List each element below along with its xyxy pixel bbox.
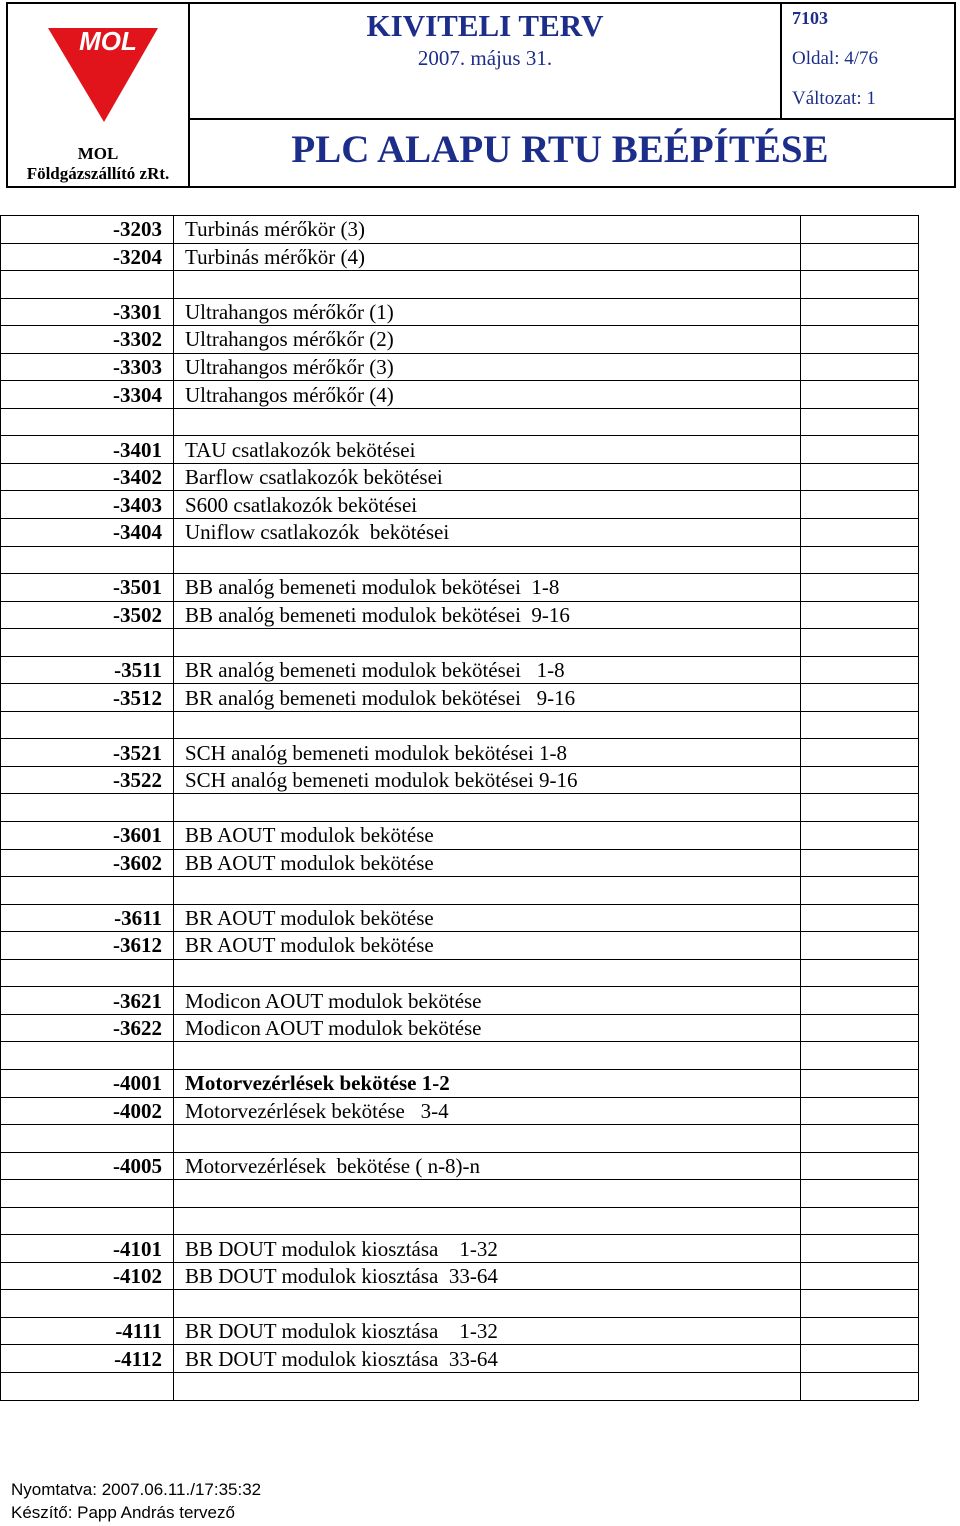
company-name: [8, 144, 188, 184]
table-row: [1, 849, 919, 877]
drawing-description: Turbinás mérőkör (4): [174, 243, 801, 271]
empty-cell: [801, 1152, 919, 1180]
table-row: [1, 1125, 919, 1153]
drawing-code: -3521: [1, 739, 174, 767]
drawing-code: -4002: [1, 1097, 174, 1125]
drawing-description: BB DOUT modulok kiosztása 33-64: [174, 1262, 801, 1290]
drawing-description: Motorvezérlések bekötése 3-4: [174, 1097, 801, 1125]
drawing-code: -3501: [1, 574, 174, 602]
drawing-description: Ultrahangos mérőkőr (3): [174, 353, 801, 381]
table-row: [1, 684, 919, 712]
empty-cell: [801, 959, 919, 987]
drawing-code: -3303: [1, 353, 174, 381]
table-row: [1, 326, 919, 354]
drawing-code: -4101: [1, 1235, 174, 1263]
empty-cell: [801, 1125, 919, 1153]
document-number: 7103: [792, 8, 828, 28]
drawing-description: SCH analóg bemeneti modulok bekötései 1-8: [174, 739, 801, 767]
drawing-description: Modicon AOUT modulok bekötése: [174, 1014, 801, 1042]
drawing-description: Ultrahangos mérőkőr (1): [174, 298, 801, 326]
table-row: [1, 987, 919, 1015]
table-row: [1, 1290, 919, 1318]
drawing-description: [174, 877, 801, 905]
drawing-code: [1, 794, 174, 822]
table-row: [1, 1097, 919, 1125]
empty-cell: [801, 326, 919, 354]
drawing-code: -3301: [1, 298, 174, 326]
company-line-2: Földgázszállító zRt.: [26, 164, 170, 183]
empty-cell: [801, 298, 919, 326]
empty-cell: [801, 711, 919, 739]
drawing-description: BR AOUT modulok bekötése: [174, 932, 801, 960]
header-divider: [190, 118, 954, 120]
empty-cell: [801, 574, 919, 602]
drawing-description: Ultrahangos mérőkőr (4): [174, 381, 801, 409]
drawing-description: BR AOUT modulok bekötése: [174, 904, 801, 932]
empty-cell: [801, 1180, 919, 1208]
drawing-code: -3203: [1, 216, 174, 244]
drawing-description: [174, 1207, 801, 1235]
drawing-code: -3611: [1, 904, 174, 932]
drawing-code: [1, 1042, 174, 1070]
mol-logo: [48, 28, 158, 128]
drawing-description: Barflow csatlakozók bekötései: [174, 463, 801, 491]
drawing-description: [174, 794, 801, 822]
empty-cell: [801, 629, 919, 657]
drawing-code: [1, 271, 174, 299]
drawing-code: [1, 1372, 174, 1400]
drawing-list-table: [0, 215, 919, 1401]
table-row: [1, 381, 919, 409]
document-date: 2007. május 31.: [417, 46, 553, 70]
table-row: [1, 1235, 919, 1263]
empty-cell: [801, 271, 919, 299]
drawing-description: Motorvezérlések bekötése ( n-8)-n: [174, 1152, 801, 1180]
table-row: [1, 766, 919, 794]
empty-cell: [801, 1372, 919, 1400]
empty-cell: [801, 519, 919, 547]
table-row: [1, 491, 919, 519]
drawing-code: [1, 877, 174, 905]
empty-cell: [801, 656, 919, 684]
drawing-code: -3402: [1, 463, 174, 491]
drawing-code: -4111: [1, 1317, 174, 1345]
drawing-code: -3404: [1, 519, 174, 547]
drawing-code: -3602: [1, 849, 174, 877]
page-footer: [11, 1478, 261, 1524]
drawing-description: [174, 1180, 801, 1208]
table-row: [1, 1345, 919, 1373]
logo-cell: [8, 4, 190, 186]
empty-cell: [801, 381, 919, 409]
drawing-code: -4112: [1, 1345, 174, 1373]
drawing-description: [174, 1372, 801, 1400]
empty-cell: [801, 849, 919, 877]
empty-cell: [801, 1235, 919, 1263]
empty-cell: [801, 766, 919, 794]
drawing-description: S600 csatlakozók bekötései: [174, 491, 801, 519]
drawing-code: [1, 546, 174, 574]
table-row: [1, 904, 919, 932]
empty-cell: [801, 353, 919, 381]
empty-cell: [801, 1097, 919, 1125]
drawing-code: -3502: [1, 601, 174, 629]
drawing-description: BB DOUT modulok kiosztása 1-32: [174, 1235, 801, 1263]
drawing-description: SCH analóg bemeneti modulok bekötései 9-16: [174, 766, 801, 794]
empty-cell: [801, 601, 919, 629]
table-row: [1, 794, 919, 822]
table-row: [1, 408, 919, 436]
table-row: [1, 739, 919, 767]
table-row: [1, 656, 919, 684]
drawing-description: [174, 1125, 801, 1153]
empty-cell: [801, 436, 919, 464]
drawing-code: [1, 408, 174, 436]
drawing-description: BB analóg bemeneti modulok bekötései 9-16: [174, 601, 801, 629]
drawing-description: BR analóg bemeneti modulok bekötései 9-16: [174, 684, 801, 712]
drawing-code: -3622: [1, 1014, 174, 1042]
table-row: [1, 216, 919, 244]
empty-cell: [801, 1317, 919, 1345]
drawing-code: -3621: [1, 987, 174, 1015]
svg-text:MOL: MOL: [79, 28, 137, 56]
empty-cell: [801, 1069, 919, 1097]
drawing-code: -4102: [1, 1262, 174, 1290]
table-row: [1, 298, 919, 326]
empty-cell: [801, 904, 919, 932]
drawing-description: [174, 1290, 801, 1318]
empty-cell: [801, 1262, 919, 1290]
empty-cell: [801, 684, 919, 712]
drawing-code: -3204: [1, 243, 174, 271]
table-row: [1, 436, 919, 464]
drawing-code: [1, 1290, 174, 1318]
table-row: [1, 1372, 919, 1400]
empty-cell: [801, 546, 919, 574]
drawing-code: -3512: [1, 684, 174, 712]
empty-cell: [801, 1345, 919, 1373]
empty-cell: [801, 794, 919, 822]
drawing-code: [1, 1125, 174, 1153]
drawing-code: [1, 1207, 174, 1235]
empty-cell: [801, 822, 919, 850]
author-line: Készítő: Papp András tervező: [11, 1503, 235, 1522]
table-row: [1, 1042, 919, 1070]
page-info: Oldal: 4/76: [792, 48, 879, 69]
drawing-code: -4005: [1, 1152, 174, 1180]
table-row: [1, 1262, 919, 1290]
empty-cell: [801, 491, 919, 519]
drawing-description: [174, 546, 801, 574]
drawing-code: -3403: [1, 491, 174, 519]
table-row: [1, 574, 919, 602]
drawing-description: Motorvezérlések bekötése 1-2: [174, 1069, 801, 1097]
empty-cell: [801, 1014, 919, 1042]
version-info: Változat: 1: [792, 88, 876, 109]
empty-cell: [801, 1042, 919, 1070]
empty-cell: [801, 463, 919, 491]
drawing-description: Uniflow csatlakozók bekötései: [174, 519, 801, 547]
document-header: [6, 2, 956, 188]
drawing-description: [174, 629, 801, 657]
empty-cell: [801, 408, 919, 436]
drawing-code: [1, 711, 174, 739]
table-row: [1, 271, 919, 299]
drawing-code: -3612: [1, 932, 174, 960]
empty-cell: [801, 932, 919, 960]
drawing-description: BB AOUT modulok bekötése: [174, 849, 801, 877]
drawing-description: BR analóg bemeneti modulok bekötései 1-8: [174, 656, 801, 684]
empty-cell: [801, 1290, 919, 1318]
empty-cell: [801, 987, 919, 1015]
drawing-code: -3401: [1, 436, 174, 464]
drawing-description: Modicon AOUT modulok bekötése: [174, 987, 801, 1015]
print-timestamp: Nyomtatva: 2007.06.11./17:35:32: [11, 1480, 262, 1499]
table-row: [1, 546, 919, 574]
drawing-code: -3601: [1, 822, 174, 850]
drawing-code: -3511: [1, 656, 174, 684]
table-row: [1, 1014, 919, 1042]
table-row: [1, 243, 919, 271]
table-row: [1, 959, 919, 987]
empty-cell: [801, 216, 919, 244]
table-row: [1, 601, 919, 629]
drawing-description: [174, 711, 801, 739]
drawing-description: BB AOUT modulok bekötése: [174, 822, 801, 850]
table-row: [1, 629, 919, 657]
drawing-description: TAU csatlakozók bekötései: [174, 436, 801, 464]
drawing-list-body: [1, 216, 919, 1401]
table-row: [1, 463, 919, 491]
table-row: [1, 353, 919, 381]
drawing-description: [174, 1042, 801, 1070]
table-row: [1, 932, 919, 960]
drawing-description: BR DOUT modulok kiosztása 1-32: [174, 1317, 801, 1345]
table-row: [1, 877, 919, 905]
table-row: [1, 1317, 919, 1345]
empty-cell: [801, 877, 919, 905]
drawing-code: -3302: [1, 326, 174, 354]
drawing-code: -3522: [1, 766, 174, 794]
empty-cell: [801, 243, 919, 271]
drawing-description: [174, 959, 801, 987]
drawing-code: [1, 959, 174, 987]
drawing-code: -3304: [1, 381, 174, 409]
table-row: [1, 1152, 919, 1180]
table-row: [1, 519, 919, 547]
drawing-description: BR DOUT modulok kiosztása 33-64: [174, 1345, 801, 1373]
table-row: [1, 711, 919, 739]
drawing-description: [174, 271, 801, 299]
empty-cell: [801, 1207, 919, 1235]
drawing-description: [174, 408, 801, 436]
drawing-description: BB analóg bemeneti modulok bekötései 1-8: [174, 574, 801, 602]
drawing-code: -4001: [1, 1069, 174, 1097]
meta-cell: [780, 4, 954, 120]
document-type: KIVITELI TERV: [366, 8, 604, 43]
drawing-code: [1, 629, 174, 657]
title-cell: [190, 4, 780, 120]
drawing-description: Ultrahangos mérőkőr (2): [174, 326, 801, 354]
drawing-description: Turbinás mérőkör (3): [174, 216, 801, 244]
project-title: PLC ALAPU RTU BEÉPÍTÉSE: [291, 128, 829, 171]
company-line-1: MOL: [77, 144, 119, 163]
table-row: [1, 1069, 919, 1097]
drawing-code: [1, 1180, 174, 1208]
table-row: [1, 1180, 919, 1208]
table-row: [1, 1207, 919, 1235]
empty-cell: [801, 739, 919, 767]
table-row: [1, 822, 919, 850]
